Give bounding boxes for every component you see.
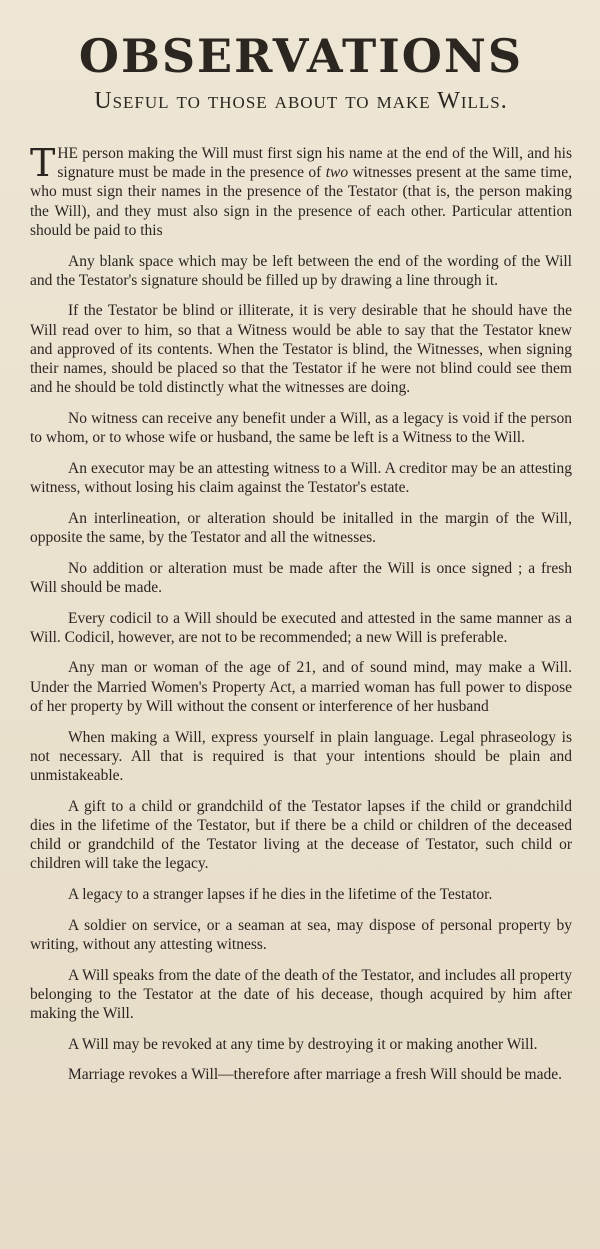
paragraph-14: A Will speaks from the date of the death of the Testator, and includes all property belonging to the Testator at the date of his decease, though acquired by him after making the Will. (30, 966, 572, 1023)
document-body (30, 141, 572, 1085)
paragraph-15: A Will may be revoked at any time by destroying it or making another Will. (68, 1035, 538, 1053)
paragraph-8: Every codicil to a Will should be executed and attested in the same manner as a Will. Codicil, however, are not to be recommended; a new Will is preferable. (30, 609, 572, 646)
dropcap-letter: T (30, 141, 56, 185)
paragraph-11: A gift to a child or grandchild of the Testator lapses if the child or grandchild dies in the lifetime of the Testator, but if there be a child or children of the deceased child or grandchild of the Testator living at the decease of Testator, such child or children will take the legacy. (30, 797, 572, 873)
paragraph-1-emphasis: two (325, 164, 349, 182)
document-title: OBSERVATIONS (78, 29, 524, 83)
paragraph-4: No witness can receive any benefit under a Will, as a legacy is void if the person to whom, or to whose wife or husband, the same be left is a Witness to the Will. (30, 409, 572, 447)
paragraph-2: Any blank space which may be left between the end of the wording of the Will and the Testator's signature should be filled up by drawing a line through it. (30, 252, 572, 289)
document-subtitle: Useful to those about to make Wills. (94, 88, 508, 114)
paragraph-12: A legacy to a stranger lapses if he dies in the lifetime of the Testator. (68, 886, 493, 903)
paragraph-3: If the Testator be blind or illiterate, it is very desirable that he should have the Will read over to him, so that a Witness would be able to say that the Testator knew and approved of its contents. When the Testator is blind, the Witnesses, when signing their names, should be placed so that the Testator if he were not blind could see them and he should be told distinctly what the witnesses are doing. (30, 302, 572, 397)
paragraph-1-text-a: HE person making the Will must first sign his name at the end of the Will, and his signature must be made in the presence of (57, 145, 572, 182)
paragraph-16: Marriage revokes a Will—therefore after marriage a fresh Will should be made. (68, 1066, 562, 1084)
paragraph-7: No addition or alteration must be made after the Will is once signed ; a fresh Will should be made. (30, 559, 572, 596)
paragraph-9: Any man or woman of the age of 21, and of sound mind, may make a Will. Under the Married Women's Property Act, a married woman has full power to dispose of her property by Will without the consent or interference of her husband (30, 659, 572, 715)
paragraph-5: An executor may be an attesting witness to a Will. A creditor may be an attesting witness, without losing his claim against the Testator's estate. (30, 459, 572, 497)
paragraph-13: A soldier on service, or a seaman at sea, may dispose of personal property by writing, without any attesting witness. (30, 916, 572, 953)
paragraph-10: When making a Will, express yourself in plain language. Legal phraseology is not necessary. All that is required is that your intentions should be plain and unmistakeable. (30, 728, 572, 784)
paragraph-1 (30, 141, 572, 240)
paragraph-6: An interlineation, or alteration should be initalled in the margin of the Will, opposite the same, by the Testator and all the witnesses. (30, 509, 572, 546)
paragraph-1-text-b: witnesses present at the same time, who must sign their names in the presence of the Testator (that is, the person making the Will), and they must also sign in the presence of each other. Particular attention should be paid to this (30, 164, 572, 239)
